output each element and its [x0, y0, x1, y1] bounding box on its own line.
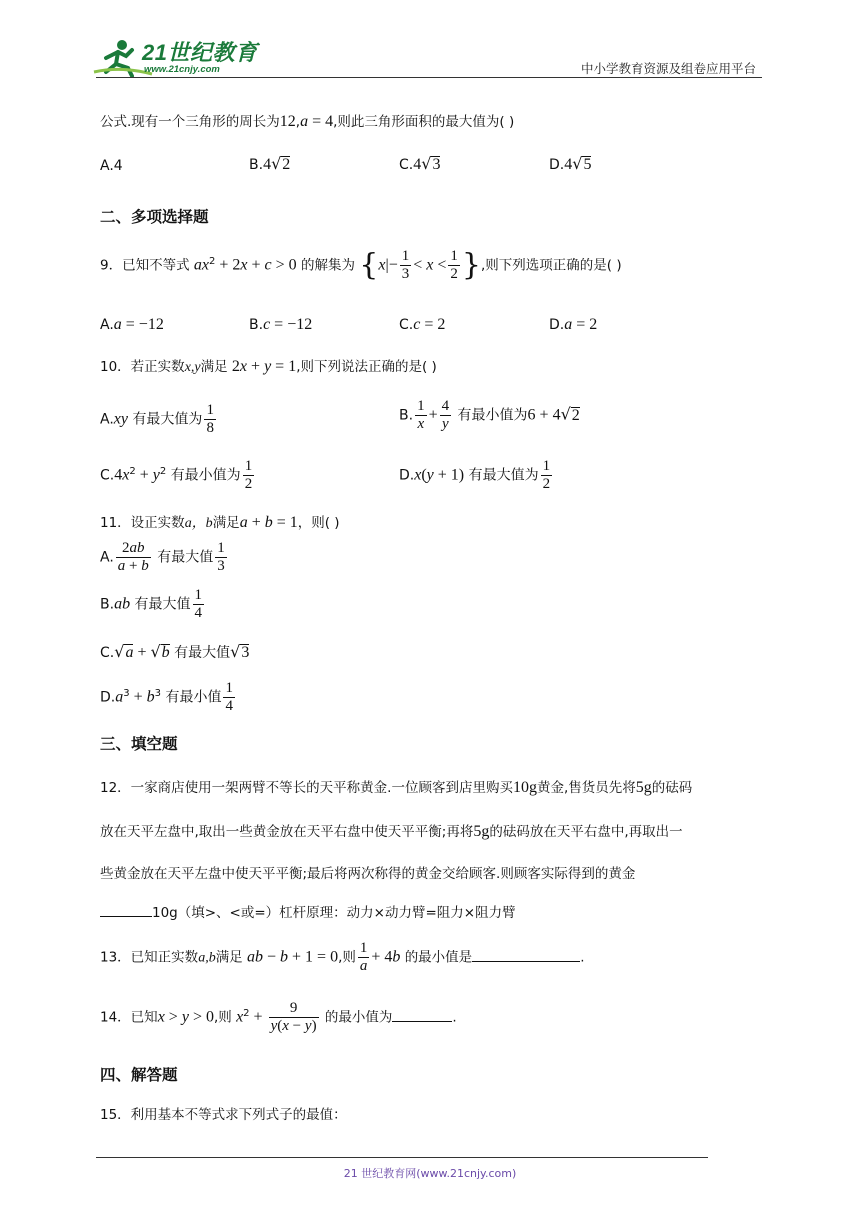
q9-option-c: C.c = 2: [399, 316, 446, 333]
q11-stem: 11．设正实数a，b满足a + b = 1，则( ): [100, 514, 340, 531]
q9-option-a: A.a = −12: [100, 316, 164, 333]
q8-option-b: B.4√2: [249, 154, 291, 173]
q14-stem: 14．已知x > y > 0,则 $x^2$ + $\frac{9}{y(x - y)}$ 的最小值为 .: [100, 1000, 457, 1034]
q10-stem: 10．若正实数x,y满足 2x + y = 1,则下列说法正确的是( ): [100, 358, 437, 375]
section-multiple-choice: 二、多项选择题: [100, 208, 209, 226]
q11-option-a: A. $\frac{2ab}{a + b}$ 有最大值 $\frac{1}{3}$: [100, 540, 225, 574]
section-solution: 四、解答题: [100, 1066, 178, 1084]
q15-stem: 15．利用基本不等式求下列式子的最值：: [100, 1107, 347, 1123]
section-fill-blank: 三、填空题: [100, 735, 178, 753]
q8-option-a: A.4: [100, 158, 123, 174]
q12-line-1: 12．一家商店使用一架两臂不等长的天平称黄金.一位顾客到店里购买10g黄金,售货员先将5g的砝码: [100, 779, 693, 796]
q11-option-d: $D.a^3 + b^3$ 有最小值 $\frac{1}{4}$: [100, 680, 233, 714]
q11-option-c: C.√a + √b 有最大值√3: [100, 642, 250, 661]
q9-stem: 9．已知不等式 $ax^2 + 2x + c > 0$ 的解集为 {x|− $\frac{1}{3}$ < x < $\frac{1}{2}$ },则下列选项正确的是( ): [100, 247, 622, 283]
q12-line-3: 些黄金放在天平左盘中使天平平衡;最后将两次称得的黄金交给顾客.则顾客实际得到的黄金: [100, 866, 636, 882]
q10-option-b: B. $\frac{1}{x}$ + $\frac{4}{y}$ 有最小值为6 + 4√2: [399, 398, 580, 432]
q10-option-d: D.x(y + 1) 有最大值为 $\frac{1}{2}$: [399, 458, 551, 492]
q8-option-d: D.4√5: [549, 154, 592, 173]
q10-option-a: A.xy 有最大值为 $\frac{1}{8}$: [100, 402, 214, 436]
footer-divider: [96, 1157, 708, 1158]
logo-text: 21世纪教育: [142, 40, 258, 65]
q13-stem: 13．已知正实数a,b满足 ab − b + 1 = 0,则 $\frac{1}{a}$ + 4b 的最小值是 .: [100, 940, 585, 974]
q12-line-2: 放在天平左盘中,取出一些黄金放在天平右盘中使天平平衡;再将5g的砝码放在天平右盘中,再取出一: [100, 823, 683, 840]
q8-stem: 公式.现有一个三角形的周长为12,a = 4,则此三角形面积的最大值为( ): [100, 113, 515, 130]
q9-option-d: D.a = 2: [549, 316, 598, 333]
footer-link[interactable]: 21 世纪教育网(www.21cnjy.com): [343, 1167, 517, 1180]
header-divider: [96, 77, 762, 78]
q11-option-b: B.ab 有最大值 $\frac{1}{4}$: [100, 587, 203, 621]
q8-option-c: C.4√3: [399, 154, 441, 173]
header-platform: 中小学教育资源及组卷应用平台: [580, 61, 756, 76]
q10-option-c: $C.4x^2 + y^2$ 有最小值为 $\frac{1}{2}$: [100, 458, 253, 492]
q12-line-4: 10g（填>、<或=）杠杆原理：动力×动力臂=阻力×阻力臂: [100, 901, 516, 921]
q9-option-b: B.c = −12: [249, 316, 313, 333]
logo-url: www.21cnjy.com: [144, 64, 220, 75]
